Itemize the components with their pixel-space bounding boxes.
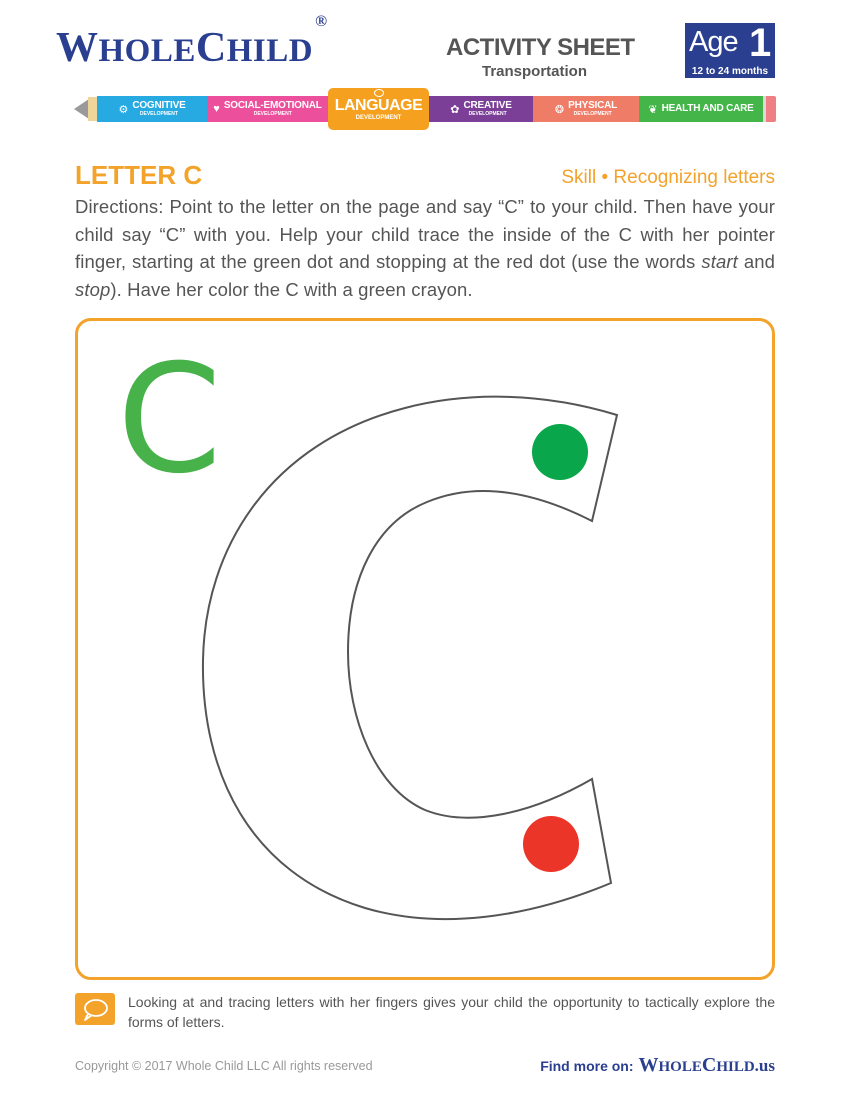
tab-sublabel: DEVELOPMENT <box>355 114 402 121</box>
tab-label: PHYSICAL <box>568 100 618 111</box>
tab-label: LANGUAGE <box>334 96 423 114</box>
sheet-title: ACTIVITY SHEET <box>446 34 635 61</box>
activity-heading: LETTER C <box>75 160 203 190</box>
tab-sublabel: DEVELOPMENT <box>573 111 612 117</box>
tab-social-emotional[interactable] <box>207 96 328 122</box>
speech-bubble-icon <box>75 993 115 1025</box>
tab-health-and-care[interactable] <box>639 96 763 122</box>
find-more-label: Find more on: <box>540 1058 634 1074</box>
gear-icon: ⚙ <box>118 103 129 116</box>
tab-label: CREATIVE <box>463 100 512 111</box>
age-badge-number: 1 <box>749 21 772 65</box>
age-badge-word: Age <box>689 26 738 58</box>
heart-icon: ♥ <box>213 103 220 115</box>
find-more-link[interactable] <box>540 1054 775 1077</box>
whole-child-logo: WHOLECHILD® <box>56 13 328 71</box>
speech-bubble-icon <box>374 89 384 97</box>
letter-c-illustration <box>75 318 775 980</box>
tab-sublabel: DEVELOPMENT <box>139 111 178 117</box>
development-nav <box>97 96 763 122</box>
tab-sublabel: DEVELOPMENT <box>468 111 507 117</box>
tab-language[interactable] <box>328 88 429 130</box>
tab-creative[interactable] <box>429 96 533 122</box>
tab-label: HEALTH AND CARE <box>661 103 754 114</box>
directions-text: Directions: Point to the letter on the page and say “C” to your child. Then have your child say “C” with you. Help your child trace the inside of the C with her pointer finger, starting at the green dot and stopping at the red dot (use the words start and stop). Have her color the C with a green crayon. <box>75 196 775 300</box>
sheet-subtitle: Transportation <box>482 63 588 80</box>
letter-c-sample: C <box>117 333 222 507</box>
sprout-icon: ❦ <box>648 103 658 116</box>
brain-icon: ❂ <box>554 103 565 116</box>
tab-sublabel: DEVELOPMENT <box>253 111 292 117</box>
start-dot <box>532 424 588 480</box>
skill-label: Skill • Recognizing letters <box>561 167 775 188</box>
tab-physical[interactable] <box>533 96 639 122</box>
tab-label: SOCIAL-EMOTIONAL <box>223 100 322 111</box>
tab-cognitive[interactable] <box>97 96 207 122</box>
brand-url: WHOLECHILD.us <box>638 1054 775 1076</box>
activity-frame <box>75 318 775 980</box>
stop-dot <box>523 816 579 872</box>
tab-label: COGNITIVE <box>132 100 186 111</box>
tip-text: Looking at and tracing letters with her fingers gives your child the opportunity to tactically explore the forms of letters. <box>128 994 775 1030</box>
copyright: Copyright © 2017 Whole Child LLC All rights reserved <box>75 1059 373 1073</box>
pencil-eraser-icon <box>763 96 776 122</box>
age-badge-range: 12 to 24 months <box>691 66 769 77</box>
age-badge <box>685 23 775 78</box>
flower-icon: ✿ <box>450 103 460 116</box>
